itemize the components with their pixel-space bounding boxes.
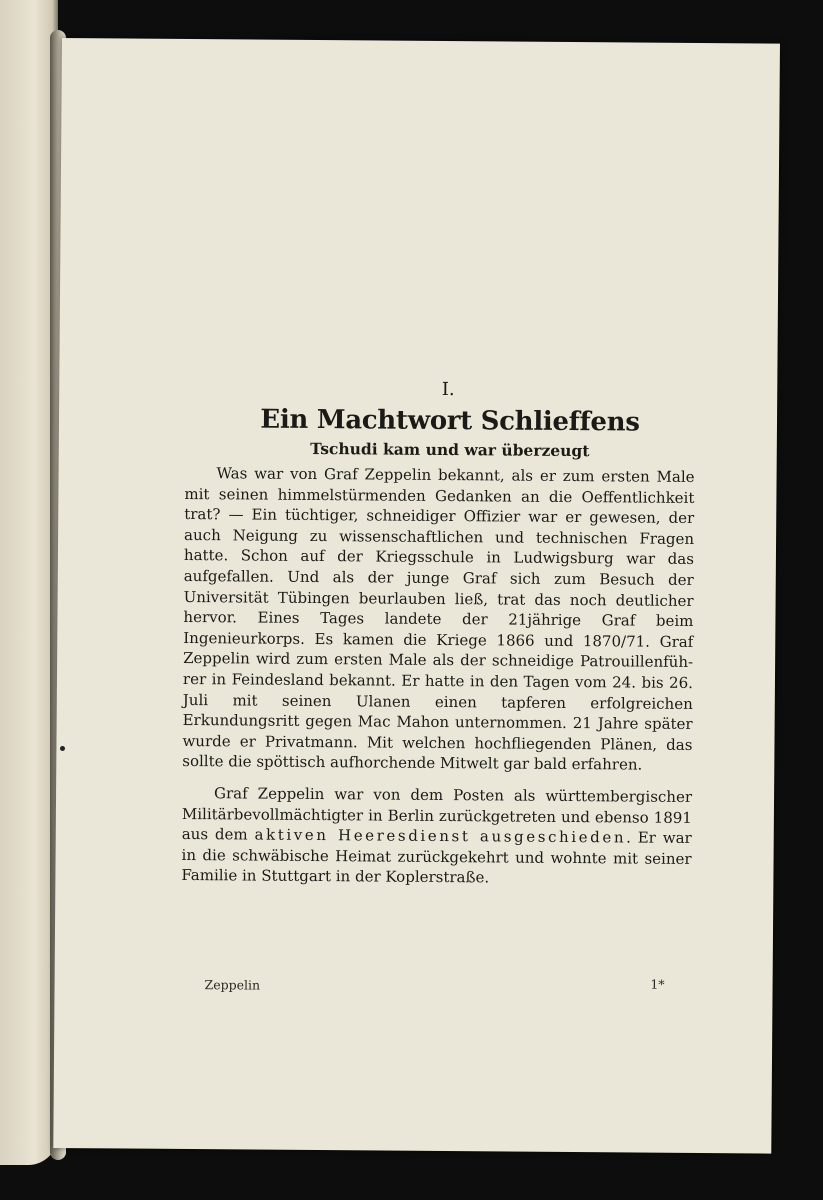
- paragraph-2-text-start: Graf Zeppelin war von dem Posten als württembergischer Militärbevollmächtigter in Berlin zurückgetreten und ebenso 1891 aus dem: [181, 784, 693, 844]
- body-paragraph-1: [182, 463, 694, 776]
- chapter-number: I.: [441, 378, 455, 401]
- page-footer: [204, 976, 665, 993]
- emphasized-phrase: aktiven Heeresdienst ausgeschieden: [254, 825, 627, 847]
- paragraph-2-text-end: . Er war in die schwäbische Heimat zurückgekehrt und wohnte mit seiner Familie in Stuttgart in der Koplerstraße.: [181, 828, 692, 887]
- margin-mark: [60, 746, 65, 751]
- chapter-title: Ein Machtwort Schlieffens: [260, 404, 640, 438]
- book-page: [53, 38, 780, 1154]
- page-content: [181, 377, 695, 901]
- paragraph-1-text: Was war von Graf Zeppelin bekannt, als er zum ersten Male mit seinen himmelstürmenden Gedanken an die Oeffentlichkeit trat? — Ein tüchtiger, schneidiger Offizier war er gewesen, der auch Neigung zu wissenschaftlichen und technischen Fragen hatte. Schon auf der Kriegsschule in Ludwigsburg war das aufgefallen. Und als der junge Graf sich zum Besuch der Universität Tübingen beurlauben ließ, trat das noch deutlicher hervor. Eines Tages landete der 21jährige Graf beim Ingenieurkorps. Es kamen die Kriege 1866 und 1870/71. Graf Zeppelin wird zum ersten Male als der schneidige Patrouillenführer in Feindesland bekannt. Er hatte in den Tagen vom 24. bis 26. Juli mit seinen Ulanen einen tapferen erfolgreichen Erkundungsritt gegen Mac Mahon unternommen. 21 Jahre später wurde er Privatmann. Mit welchen hochfliegenden Plänen, das sollte die spöttisch aufhorchende Mitwelt gar bald erfahren.: [182, 464, 695, 774]
- running-head: Zeppelin: [204, 977, 261, 993]
- body-paragraph-2: [181, 783, 692, 890]
- signature-mark: 1*: [650, 976, 665, 992]
- chapter-subtitle: Tschudi kam und war überzeugt: [310, 438, 590, 461]
